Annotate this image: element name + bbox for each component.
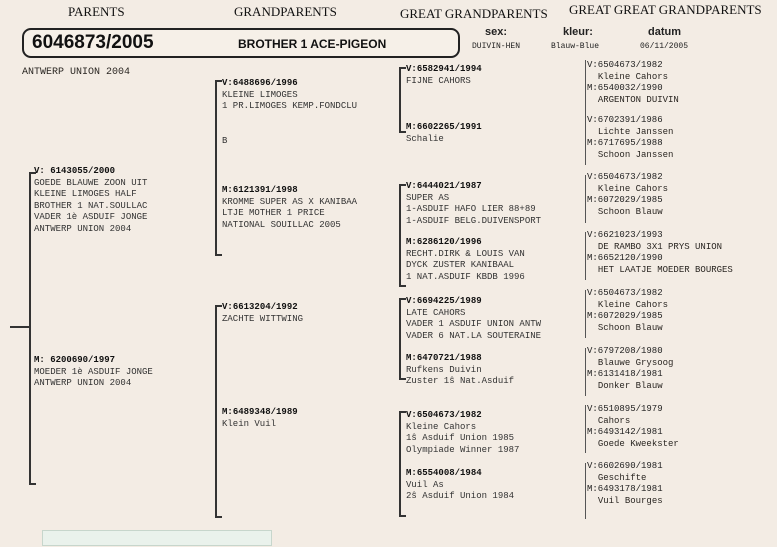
sex-label: sex: bbox=[485, 26, 508, 38]
parent-sire-note: GOEDE BLAUWE ZOON UIT bbox=[34, 177, 148, 188]
ggg-pair-7 bbox=[587, 404, 679, 450]
color-value: Blauw-Blue bbox=[551, 42, 600, 51]
root-connector bbox=[10, 326, 30, 328]
ggg-line-1 bbox=[585, 60, 586, 117]
ggg-dam-name: Vuil Bourges bbox=[597, 495, 663, 506]
gg-note: VADER 1 ASDUIF UNION ANTW bbox=[406, 319, 542, 330]
gg-note: 1-ASDUIF HAFO LIER 88+89 bbox=[406, 204, 536, 215]
grandparent-4 bbox=[222, 407, 298, 430]
ggg-dam-ring: M:6652120/1990 bbox=[587, 253, 663, 263]
great-grandparent-3 bbox=[406, 181, 541, 227]
gg-prefix: M: bbox=[406, 353, 417, 363]
header-parents: PARENTS bbox=[68, 4, 125, 19]
grandparent-prefix: M: bbox=[222, 185, 233, 195]
gg-prefix: V: bbox=[406, 410, 417, 420]
grandparent-prefix: V: bbox=[222, 302, 233, 312]
great-grandparent-2 bbox=[406, 122, 482, 145]
gg-note: VADER 6 NAT.LA SOUTERAINE bbox=[406, 330, 542, 341]
pigeon-ring-number: 6046873/2005 bbox=[32, 32, 154, 53]
gg-prefix: M: bbox=[406, 122, 417, 132]
ggg-dam-name: HET LAATJE MOEDER BOURGES bbox=[597, 264, 733, 275]
ggg-sire-name: DE RAMBO 3X1 PRYS UNION bbox=[597, 241, 723, 252]
parent-dam bbox=[34, 355, 153, 390]
gg-note: Vuil As bbox=[406, 479, 444, 490]
ggg-dam-ring: M:6131418/1981 bbox=[587, 369, 663, 379]
sex-value: DUIVIN-HEN bbox=[472, 42, 521, 51]
grandparent-note: KLEINE LIMOGES bbox=[222, 89, 298, 100]
gg-prefix: V: bbox=[406, 64, 417, 74]
parent-sire-note: BROTHER 1 NAT.SOULLAC bbox=[34, 200, 148, 211]
ggg-dam-name: Schoon Blauw bbox=[597, 322, 663, 333]
ggg-dam-name: Goede Kweekster bbox=[597, 438, 679, 449]
parent-dam-note: MOEDER 1è ASDUIF JONGE bbox=[34, 366, 153, 377]
gg-note: 1ŝ Asduif Union 1985 bbox=[406, 433, 515, 444]
ggg-line-7 bbox=[585, 405, 586, 453]
ggg-line-8 bbox=[585, 463, 586, 519]
gg-ring: 6554008/1984 bbox=[416, 468, 482, 478]
grandparent-ring: 6488696/1996 bbox=[232, 78, 298, 88]
gg-note: 1 NAT.ASDUIF KBDB 1996 bbox=[406, 271, 525, 282]
grandparent-note: Klein Vuil bbox=[222, 418, 277, 429]
parent-sire-prefix: V: bbox=[34, 166, 45, 176]
ggg-line-2 bbox=[585, 117, 586, 165]
ggg-sire-ring: V:6504673/1982 bbox=[587, 288, 663, 298]
ggg-pair-5 bbox=[587, 288, 668, 334]
ggg-dam-ring: M:6072029/1985 bbox=[587, 195, 663, 205]
great-grandparent-7 bbox=[406, 410, 519, 456]
header-great-great-grandparents: GREAT GREAT GRANDPARENTS bbox=[569, 2, 762, 17]
ggg-pair-8 bbox=[587, 461, 663, 507]
grandparent-note: LTJE MOTHER 1 PRICE bbox=[222, 208, 325, 219]
gg-note: 1-ASDUIF BELG.DUIVENSPORT bbox=[406, 215, 542, 226]
gg-bracket-2 bbox=[399, 184, 406, 287]
pigeon-title-box bbox=[22, 28, 460, 58]
great-grandparent-4 bbox=[406, 237, 525, 283]
gg-ring: 6602265/1991 bbox=[416, 122, 482, 132]
gg-ring: 6694225/1989 bbox=[416, 296, 482, 306]
gg-note: FIJNE CAHORS bbox=[406, 75, 471, 86]
grandparent-3 bbox=[222, 302, 303, 325]
ggg-sire-ring: V:6602690/1981 bbox=[587, 461, 663, 471]
color-label: kleur: bbox=[563, 26, 593, 38]
grandparent-note: 1 PR.LIMOGES KEMP.FONDCLU bbox=[222, 101, 358, 112]
ggg-sire-ring: V:6797208/1980 bbox=[587, 346, 663, 356]
ggg-sire-name: Lichte Janssen bbox=[597, 126, 674, 137]
ggg-pair-1 bbox=[587, 60, 679, 106]
ggg-line-6 bbox=[585, 348, 586, 396]
gg-note: Olympiade Winner 1987 bbox=[406, 444, 520, 455]
parent-sire bbox=[34, 166, 147, 236]
ggg-sire-name: Kleine Cahors bbox=[597, 183, 669, 194]
grandparent-ring: 6121391/1998 bbox=[232, 185, 298, 195]
pigeon-note: ANTWERP UNION 2004 bbox=[22, 67, 131, 78]
ggg-dam-name: Schoon Blauw bbox=[597, 206, 663, 217]
ggg-dam-name: Donker Blauw bbox=[597, 380, 663, 391]
ggg-dam-ring: M:6493142/1981 bbox=[587, 427, 663, 437]
ggg-sire-ring: V:6621023/1993 bbox=[587, 230, 663, 240]
parent-sire-note: VADER 1è ASDUIF JONGE bbox=[34, 212, 148, 223]
gg-bracket-3 bbox=[399, 298, 406, 380]
ggg-pair-6 bbox=[587, 346, 673, 392]
ggg-sire-ring: V:6510895/1979 bbox=[587, 404, 663, 414]
date-value: 06/11/2005 bbox=[640, 42, 689, 51]
parent-sire-ring: 6143055/2000 bbox=[50, 166, 116, 176]
grandparent-note: NATIONAL SOUILLAC 2005 bbox=[222, 219, 341, 230]
gg-note: Schalie bbox=[406, 133, 444, 144]
grandparents-bracket-sire bbox=[215, 80, 222, 256]
gg-ring: 6582941/1994 bbox=[416, 64, 482, 74]
gg-prefix: M: bbox=[406, 468, 417, 478]
gg-note: RECHT.DIRK & LOUIS VAN bbox=[406, 248, 525, 259]
grandparent-note: B bbox=[222, 135, 228, 146]
gg-prefix: V: bbox=[406, 181, 417, 191]
ggg-pair-3 bbox=[587, 172, 668, 218]
ggg-pair-2 bbox=[587, 115, 673, 161]
great-grandparent-6 bbox=[406, 353, 514, 388]
ggg-dam-ring: M:6540032/1990 bbox=[587, 83, 663, 93]
gg-bracket-4 bbox=[399, 411, 406, 517]
ggg-dam-name: Schoon Janssen bbox=[597, 149, 674, 160]
gg-note: Zuster 1ŝ Nat.Asduif bbox=[406, 376, 515, 387]
header-grandparents: GRANDPARENTS bbox=[234, 4, 337, 19]
gg-note: DYCK ZUSTER KANIBAAL bbox=[406, 260, 515, 271]
ggg-sire-name: Blauwe Grysoog bbox=[597, 357, 674, 368]
gg-ring: 6286120/1996 bbox=[416, 237, 482, 247]
ggg-dam-ring: M:6072029/1985 bbox=[587, 311, 663, 321]
date-label: datum bbox=[648, 26, 681, 38]
grandparent-1 bbox=[222, 78, 357, 148]
gg-ring: 6504673/1982 bbox=[416, 410, 482, 420]
gg-note: 2ŝ Asduif Union 1984 bbox=[406, 491, 515, 502]
ggg-dam-ring: M:6493178/1981 bbox=[587, 484, 663, 494]
ggg-line-4 bbox=[585, 232, 586, 280]
ggg-sire-ring: V:6702391/1986 bbox=[587, 115, 663, 125]
great-grandparent-5 bbox=[406, 296, 541, 342]
ggg-sire-ring: V:6504673/1982 bbox=[587, 172, 663, 182]
decorative-footer-strip bbox=[42, 530, 272, 546]
gg-prefix: M: bbox=[406, 237, 417, 247]
great-grandparent-1 bbox=[406, 64, 482, 87]
grandparent-ring: 6489348/1989 bbox=[232, 407, 298, 417]
ggg-dam-ring: M:6717695/1988 bbox=[587, 138, 663, 148]
ggg-sire-name: Kleine Cahors bbox=[597, 299, 669, 310]
ggg-sire-name: Kleine Cahors bbox=[597, 71, 669, 82]
ggg-line-3 bbox=[585, 175, 586, 223]
gg-note: Rufkens Duivin bbox=[406, 364, 482, 375]
parent-sire-note: KLEINE LIMOGES HALF bbox=[34, 189, 137, 200]
gg-bracket-1 bbox=[399, 67, 406, 133]
gg-note: LATE CAHORS bbox=[406, 307, 466, 318]
grandparents-bracket-dam bbox=[215, 305, 222, 518]
parent-dam-ring: 6200690/1997 bbox=[50, 355, 116, 365]
header-great-grandparents: GREAT GRANDPARENTS bbox=[400, 6, 548, 21]
grandparent-note: KROMME SUPER AS X KANIBAA bbox=[222, 196, 358, 207]
ggg-dam-name: ARGENTON DUIVIN bbox=[597, 94, 679, 105]
ggg-sire-ring: V:6504673/1982 bbox=[587, 60, 663, 70]
ggg-sire-name: Cahors bbox=[597, 415, 631, 426]
gg-ring: 6444021/1987 bbox=[416, 181, 482, 191]
gg-ring: 6470721/1988 bbox=[416, 353, 482, 363]
great-grandparent-8 bbox=[406, 468, 514, 503]
parent-sire-note: ANTWERP UNION 2004 bbox=[34, 223, 132, 234]
parent-dam-prefix: M: bbox=[34, 355, 45, 365]
grandparent-note: ZACHTE WITTWING bbox=[222, 313, 304, 324]
grandparent-prefix: V: bbox=[222, 78, 233, 88]
gg-note: Kleine Cahors bbox=[406, 421, 477, 432]
grandparent-prefix: M: bbox=[222, 407, 233, 417]
ggg-line-5 bbox=[585, 290, 586, 338]
gg-prefix: V: bbox=[406, 296, 417, 306]
grandparent-2 bbox=[222, 185, 357, 231]
grandparent-ring: 6613204/1992 bbox=[232, 302, 298, 312]
pigeon-name: BROTHER 1 ACE-PIGEON bbox=[238, 37, 387, 51]
parent-dam-note: ANTWERP UNION 2004 bbox=[34, 378, 132, 389]
ggg-pair-4 bbox=[587, 230, 733, 276]
gg-note: SUPER AS bbox=[406, 192, 450, 203]
ggg-sire-name: Geschifte bbox=[597, 472, 647, 483]
